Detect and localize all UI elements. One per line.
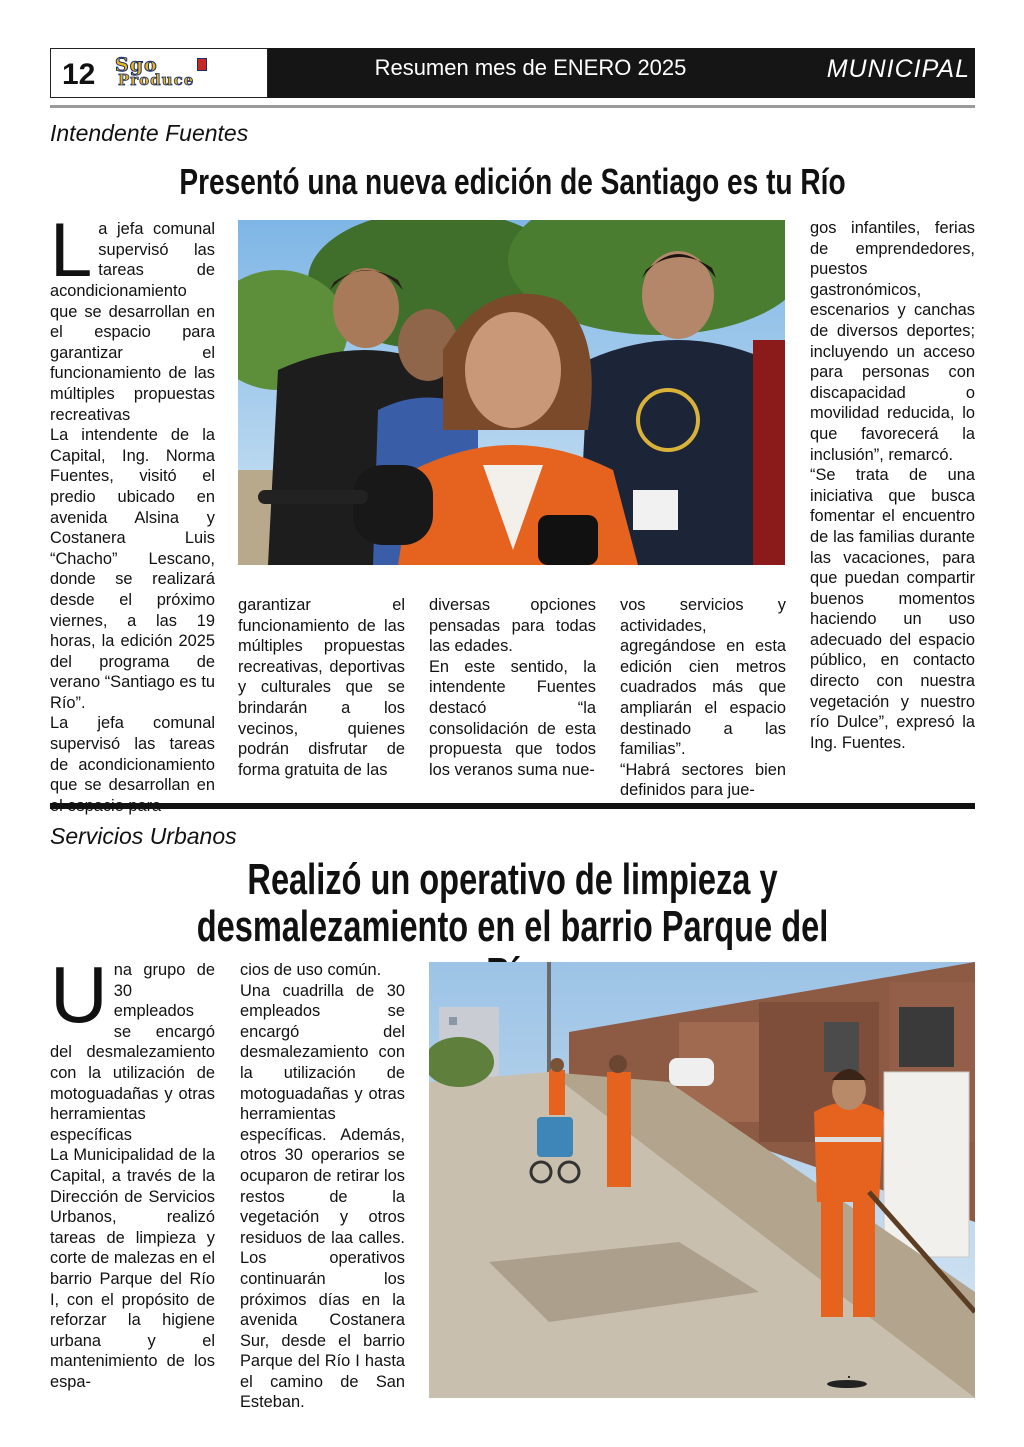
section-divider <box>50 803 975 809</box>
article1-paragraph: vos servicios y actividades, agregándose en esta edición cien metros cuadrados más que ampliarán el espacio destinado a las familias”. <box>620 596 786 759</box>
press-conference-photo <box>238 220 785 565</box>
article2-column-2 <box>240 960 405 1413</box>
dropcap: U <box>50 950 108 1039</box>
article1-column-5 <box>810 218 975 753</box>
article1-column-2 <box>238 595 405 780</box>
article1-paragraph: “Se trata de una iniciativa que busca fomentar el encuentro de las familias durante las vacaciones, para que puedan compartir buenos momentos haciendo un uso adecuado del espacio público, en contacto directo con nuestra vegetación y nuestro río Dulce”, expresó la Ing. Fuentes. <box>810 466 975 752</box>
article2-paragraph: cios de uso común. <box>240 961 382 979</box>
page-number: 12 <box>62 58 96 91</box>
article1-column-1 <box>50 208 215 816</box>
logo-line1: Sgo <box>115 54 158 76</box>
article1-paragraph: La jefa comunal supervisó las tareas de acondicionamiento que se desarrollan en <box>50 714 215 795</box>
article1-column-3 <box>429 595 596 780</box>
article1-photo <box>238 220 785 565</box>
article1-column-4 <box>620 595 786 801</box>
sgo-produce-logo <box>115 54 255 92</box>
article1-paragraph: gos infantiles, ferias de emprendedores, puestos gastronómicos, escenarios y canchas de diversos deportes; incluyendo un acceso para personas con discapacidad o movilidad reducida, lo que favorecerá la inclusión”, remarcó. <box>810 219 975 464</box>
article1-paragraph: En este sentido, la intendente Fuentes destacó “la consolidación de esta propuesta que todos los veranos suma nue- <box>429 657 596 779</box>
article1-paragraph: “Habrá sectores bien definidos para jue- <box>620 760 786 800</box>
logo-flag-icon <box>197 58 207 71</box>
section-name: MUNICIPAL <box>826 55 970 83</box>
dropcap: L <box>50 208 93 293</box>
article1-headline: Presentó una nueva edición de Santiago es tu Río <box>179 161 846 202</box>
article2-column-1 <box>50 950 215 1392</box>
article2-headline-line2: desmalezamiento en el barrio Parque del <box>196 902 829 951</box>
article1-paragraph: garantizar el funcionamiento de las múltiples propuestas recreativas, deportivas y culturales que se brindarán a los vecinos, quienes podrán disfrutar de forma gratuita de las <box>238 596 405 779</box>
article2-headline-line1: Realizó un operativo de limpieza y <box>247 855 778 904</box>
article2-kicker: Servicios Urbanos <box>50 823 237 849</box>
article2-photo <box>429 962 975 1398</box>
article2-paragraph: La Municipalidad de la Capital, a través de la Dirección de Servicios Urbanos, realizó tareas de limpieza y corte de malezas en el barrio Parque del Río I, con el propósito de reforzar la higiene urbana y el mantenimiento de los espa- <box>50 1146 215 1391</box>
article1-paragraph: La intendente de la Capital, Ing. Norma Fuentes, visitó el predio ubicado en avenida Alsina y Costanera Luis “Chacho” Lescano, donde se realizará desde el próximo viernes, a las 19 horas, la edición 2025 del programa de verano “Santiago es tu Río”. <box>50 426 215 712</box>
article2-paragraph: Una cuadrilla de 30 empleados se encargó del desmalezamiento con la utilización de motoguadañas y otras herramientas específicas. Además, otros 30 operarios se ocuparon de retirar los restos de la vegetación y otros residuos de laa calles. Los operativos continuarán los próximos días en la avenida Costanera Sur, desde el barrio Parque del Río I hasta el camino de San Esteban. <box>240 981 405 1412</box>
header-rule <box>50 105 975 108</box>
article1-lead: a jefa comunal supervisó las tareas de acondicionamiento que se desarrollan en el espacio para garantizar el funcionamiento de las múltiples propuestas recreativas <box>50 220 215 424</box>
article1-paragraph: diversas opciones pensadas para todas las edades. <box>429 596 596 656</box>
article2-lead: na grupo de 30 empleados se encargó del desmalezamiento con la utilización de motoguadañas y otras herramientas específicas <box>50 961 215 1144</box>
logo-line2: Produce <box>118 71 195 89</box>
article1-kicker: Intendente Fuentes <box>50 120 249 146</box>
street-cleaning-photo <box>429 962 975 1398</box>
issue-title: Resumen mes de ENERO 2025 <box>374 55 687 80</box>
